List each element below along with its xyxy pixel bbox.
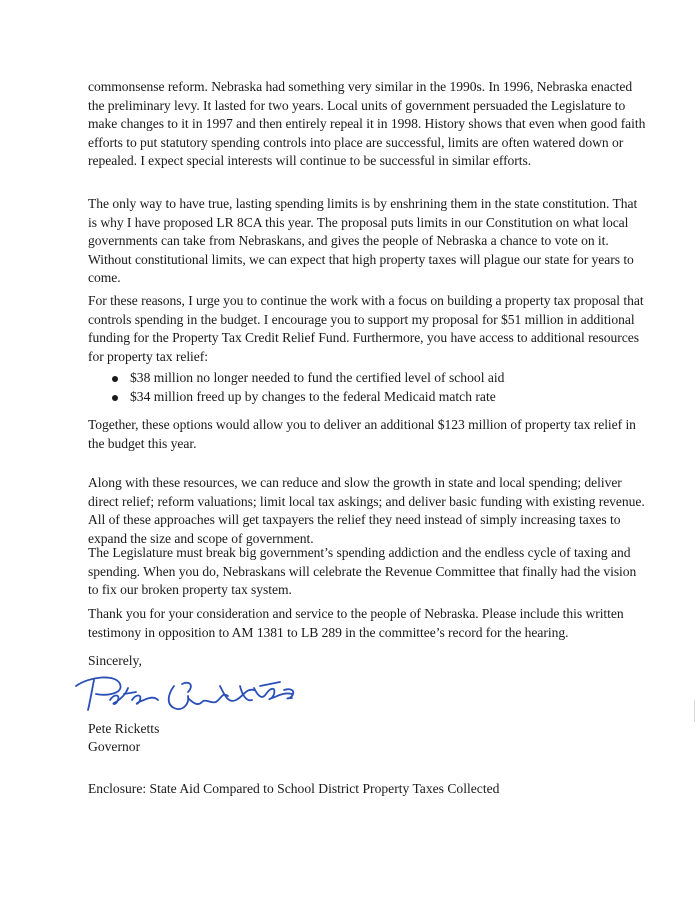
scan-edge-mark xyxy=(694,700,695,722)
relief-resources-list xyxy=(88,369,648,406)
body-paragraph-3: For these reasons, I urge you to continue the work with a focus on building a property tax proposal that controls spending in the budget. I encourage you to support my proposal for $51 million in additional funding for the Property Tax Credit Relief Fund. Furthermore, you have access to additional resources for property tax relief: xyxy=(88,293,644,364)
body-paragraph-2: The only way to have true, lasting spending limits is by enshrining them in the state constitution. That is why I have proposed LR 8CA this year. The proposal puts limits in our Constitution on what local governments can take from Nebraskans, and gives the people of Nebraska a chance to vote on it. Without constitutional limits, we can expect that high property taxes will plague our state for years to come. xyxy=(88,196,638,285)
list-item-text: $38 million no longer needed to fund the certified level of school aid xyxy=(130,370,505,385)
bullet-icon xyxy=(112,376,118,382)
signer-title: Governor xyxy=(88,739,141,754)
bullet-icon xyxy=(112,395,118,401)
body-paragraph-4: Together, these options would allow you to deliver an additional $123 million of property tax relief in the budget this year. xyxy=(88,417,636,451)
body-paragraph-5: Along with these resources, we can reduce and slow the growth in state and local spending; deliver direct relief; reform valuations; limit local tax askings; and deliver basic funding with existing revenue. All of these approaches will get taxpayers the relief they need instead of simply increasing taxes to expand the size and scope of government. xyxy=(88,475,645,546)
body-paragraph-1: commonsense reform. Nebraska had something very similar in the 1990s. In 1996, Nebraska enacted the preliminary levy. It lasted for two years. Local units of government persuaded the Legislature to make changes to it in 1997 and then entirely repeal it in 1998. History shows that even when good faith efforts to put statutory spending controls into place are successful, limits are often watered down or repealed. I expect special interests will continue to be successful in similar efforts. xyxy=(88,79,646,168)
signer-name: Pete Ricketts xyxy=(88,721,160,736)
closing-salutation: Sincerely, xyxy=(88,653,142,668)
body-paragraph-6: The Legislature must break big government’s spending addiction and the endless cycle of taxing and spending. When you do, Nebraskans will celebrate the Revenue Committee that finally had the vision to fix our broken property tax system. xyxy=(88,545,637,597)
signature-image xyxy=(70,664,310,714)
body-paragraph-7: Thank you for your consideration and service to the people of Nebraska. Please include this written testimony in opposition to AM 1381 to LB 289 in the committee’s record for the hearing. xyxy=(88,606,624,640)
list-item xyxy=(88,388,648,407)
list-item xyxy=(88,369,648,388)
list-item-text: $34 million freed up by changes to the federal Medicaid match rate xyxy=(130,388,496,404)
enclosure-note: Enclosure: State Aid Compared to School District Property Taxes Collected xyxy=(88,781,500,796)
